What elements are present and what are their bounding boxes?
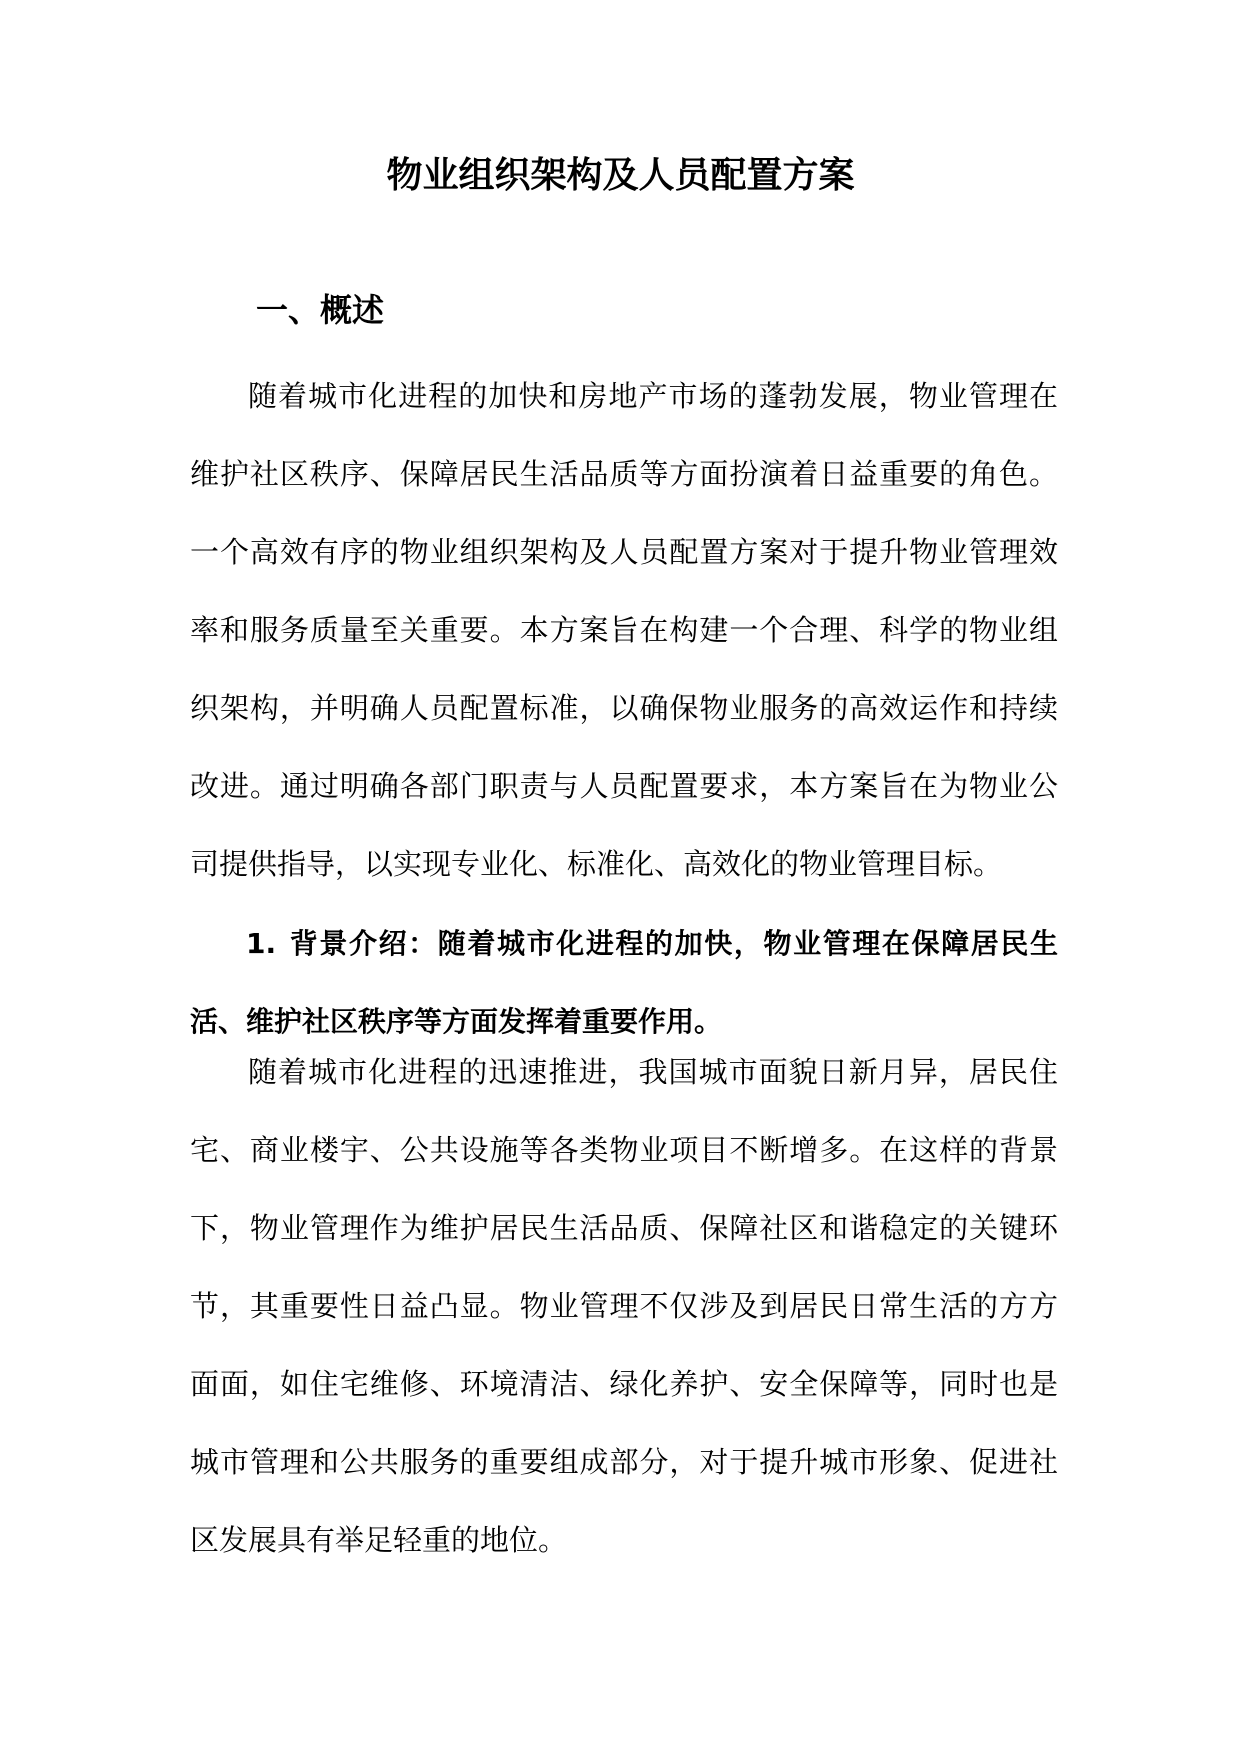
overview-paragraph: 随着城市化进程的加快和房地产市场的蓬勃发展，物业管理在维护社区秩序、保障居民生活品质等方面扮演着日益重要的角色。一个高效有序的物业组织架构及人员配置方案对于提升物业管理效率和服务质量至关重要。本方案旨在构建一个合理、科学的物业组织架构，并明确人员配置标准，以确保物业服务的高效运作和持续改进。通过明确各部门职责与人员配置要求，本方案旨在为物业公司提供指导，以实现专业化、标准化、高效化的物业管理目标。 [190,379,1058,881]
background-paragraph: 随着城市化进程的迅速推进，我国城市面貌日新月异，居民住宅、商业楼宇、公共设施等各类物业项目不断增多。在这样的背景下，物业管理作为维护居民生活品质、保障社区和谐稳定的关键环节，其重要性日益凸显。物业管理不仅涉及到居民日常生活的方方面面，如住宅维修、环境清洁、绿化养护、安全保障等，同时也是城市管理和公共服务的重要组成部分，对于提升城市形象、促进社区发展具有举足轻重的地位。 [190,1055,1058,1557]
section-heading-overview: 一、概述 [256,291,385,329]
list-number: 1. [246,927,277,960]
background-subheading-text: 背景介绍：随着城市化进程的加快，物业管理在保障居民生活、维护社区秩序等方面发挥着重要作用。 [190,927,1058,1038]
document-title: 物业组织架构及人员配置方案 [386,155,855,196]
